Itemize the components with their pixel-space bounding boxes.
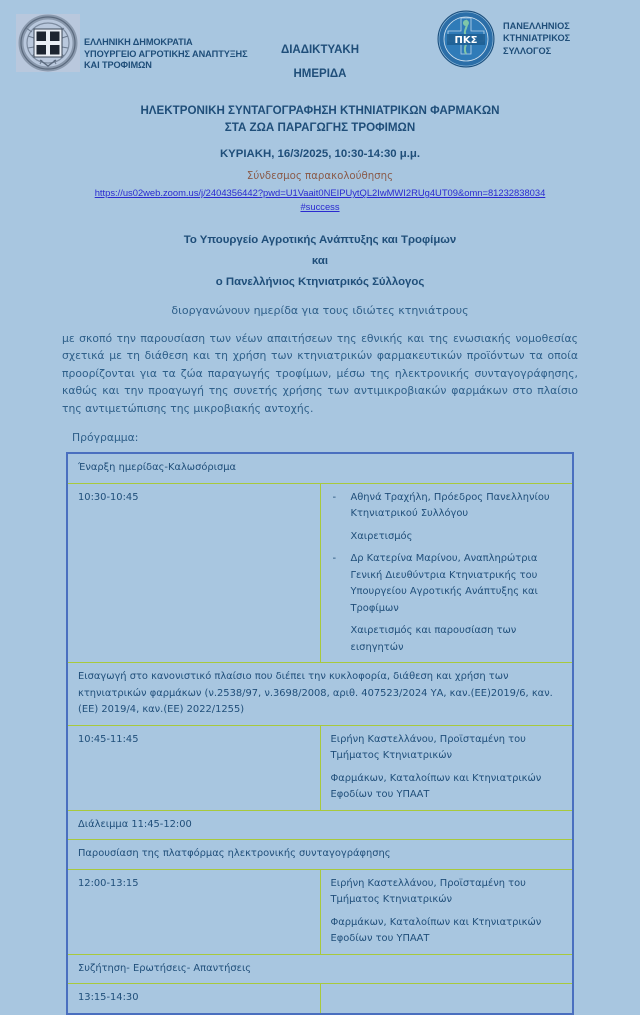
list-item [331,551,565,656]
event-subtitle: διοργανώνουν ημερίδα για τους ιδιώτες κτηνιάτρους [171,304,469,317]
zoom-link-line-2[interactable]: #success [300,201,340,212]
programme-regulatory-intro: Εισαγωγή στο κανονιστικό πλαίσιο που διέπει την κυκλοφορία, διάθεση και χρήση των κτηνιατρικών φαρμάκων (ν.2538/97, ν.3698/2008, αριθ. 407523/2024 ΥΑ, καν.(ΕΕ)2019/6, καν.(ΕΕ) 2019/4, καν.(ΕΕ) 2022/1255) [67,663,573,726]
organizers [0,230,640,293]
page-title [60,102,580,136]
table-row [67,663,573,726]
programme-speaker [320,725,573,810]
speaker-name-role-line-2: Φαρμάκων, Καταλοίπων και Κτηνιατρικών Εφοδίων του ΥΠΑΑΤ [330,916,542,945]
programme-detail-empty [320,984,573,1014]
programme-time-slot: 10:30-10:45 [67,483,320,663]
table-row [67,483,573,663]
speaker-note: Χαιρετισμός [350,530,413,542]
programme-time-slot: 13:15-14:30 [67,984,320,1014]
kicker-line-1: ΔΙΑΔΙΚΤΥΑΚΗ [280,44,360,56]
programme-platform-demo: Παρουσίαση της πλατφόρμας ηλεκτρονικής συνταγογράφησης [67,840,573,870]
table-row [67,453,573,483]
attendance-link-label: Σύνδεσμος παρακολούθησης [246,171,394,182]
page-title-line-1: ΗΛΕΚΤΡΟΝΙΚΗ ΣΥΝΤΑΓΟΓΡΑΦΗΣΗ ΚΤΗΝΙΑΤΡΙΚΩΝ ΦΑΡΜΑΚΩΝ [140,104,500,117]
ministry-line-3: ΚΑΙ ΤΡΟΦΙΜΩΝ [84,60,152,71]
speaker-name-role-line-2: Φαρμάκων, Καταλοίπων και Κτηνιατρικών Εφοδίων του ΥΠΑΑΤ [330,772,542,801]
organizer-association: ο Πανελλήνιος Κτηνιατρικός Σύλλογος [215,276,425,288]
speaker-name-role: Δρ Κατερίνα Μαρίνου, Αναπληρώτρια Γενική Διευθύντρια Κτηνιατρικής του Υπουργείου Αγροτικής Ανάπτυξης και Τροφίμων [350,553,538,614]
speaker-note: Χαιρετισμός και παρουσίαση των εισηγητών [350,625,517,653]
programme-table [66,452,574,1015]
programme-label: Πρόγραμμα: [72,431,139,445]
zoom-link-line-1[interactable]: https://us02web.zoom.us/j/2404356442?pwd=U1Vaait0NEIPUytQL2IwMWI2RUg4UT09&omn=81232838034 [94,187,546,198]
document-header [0,0,640,92]
attendance-link[interactable] [0,186,640,214]
speaker-name-role-line-1: Ειρήνη Καστελλάνου, Προϊσταμένη του Τμήματος Κτηνιατρικών [330,877,526,906]
association-line-3: ΣΥΛΛΟΓΟΣ [503,45,552,56]
ministry-line-1: ΕΛΛΗΝΙΚΗ ΔΗΜΟΚΡΑΤΙΑ [84,37,193,47]
programme-break: Διάλειμμα 11:45-12:00 [67,810,573,840]
svg-text:ΠΚΣ: ΠΚΣ [454,35,478,46]
association-line-1: ΠΑΝΕΛΛΗΝΙΟΣ [503,21,570,31]
kicker-line-2: ΗΜΕΡΙΔΑ [293,68,347,80]
dash-bullet-icon: - [332,491,337,503]
association-line-2: ΚΤΗΝΙΑΤΡΙΚΟΣ [503,33,571,44]
programme-speaker [320,869,573,954]
event-description: με σκοπό την παρουσίαση των νέων απαιτήσεων της εθνικής και της ενωσιακής νομοθεσίας σχετικά με τη διάθεση και τη χρήση των κτηνιατρικών φαρμακευτικών προϊόντων τα οποία προορίζονται για τα ζώα παραγωγής τροφίμων, μέσω της ηλεκτρονικής συνταγογράφησης, καθώς και την προαγωγή της συνετής χρήσης των αντιμικροβιακών φαρμάκων στο πλαίσιο της αντιμετώπισης της μικροβιακής αντοχής. [62,332,578,415]
programme-opening: Έναρξη ημερίδας-Καλωσόρισμα [67,453,573,483]
organizer-conjunction: και [311,255,329,267]
table-row [67,954,573,984]
programme-speakers [320,483,573,663]
dash-bullet-icon: - [332,553,337,565]
table-row [67,725,573,810]
page-title-line-2: ΣΤΑ ΖΩΑ ΠΑΡΑΓΩΓΗΣ ΤΡΟΦΙΜΩΝ [224,121,416,134]
programme-discussion: Συζήτηση- Ερωτήσεις- Απαντήσεις [67,954,573,984]
organizer-ministry: Το Υπουργείο Αγροτικής Ανάπτυξης και Τροφίμων [183,234,457,246]
speaker-name-role: Αθηνά Τραχήλη, Πρόεδρος Πανελληνίου Κτηνιατρικού Συλλόγου [350,491,550,520]
table-row [67,984,573,1014]
event-format-kicker [0,44,640,80]
table-row [67,810,573,840]
programme-time-slot: 12:00-13:15 [67,869,320,954]
list-item [331,490,565,546]
programme-time-slot: 10:45-11:45 [67,725,320,810]
speaker-list [331,490,565,657]
ministry-line-2: ΥΠΟΥΡΓΕΙΟ ΑΓΡΟΤΙΚΗΣ ΑΝΑΠΤΥΞΗΣ [84,48,248,59]
table-row [67,840,573,870]
table-row [67,869,573,954]
event-date: ΚΥΡΙΑΚΗ, 16/3/2025, 10:30-14:30 μ.μ. [219,148,421,160]
speaker-name-role-line-1: Ειρήνη Καστελλάνου, Προϊσταμένη του Τμήματος Κτηνιατρικών [330,733,526,762]
